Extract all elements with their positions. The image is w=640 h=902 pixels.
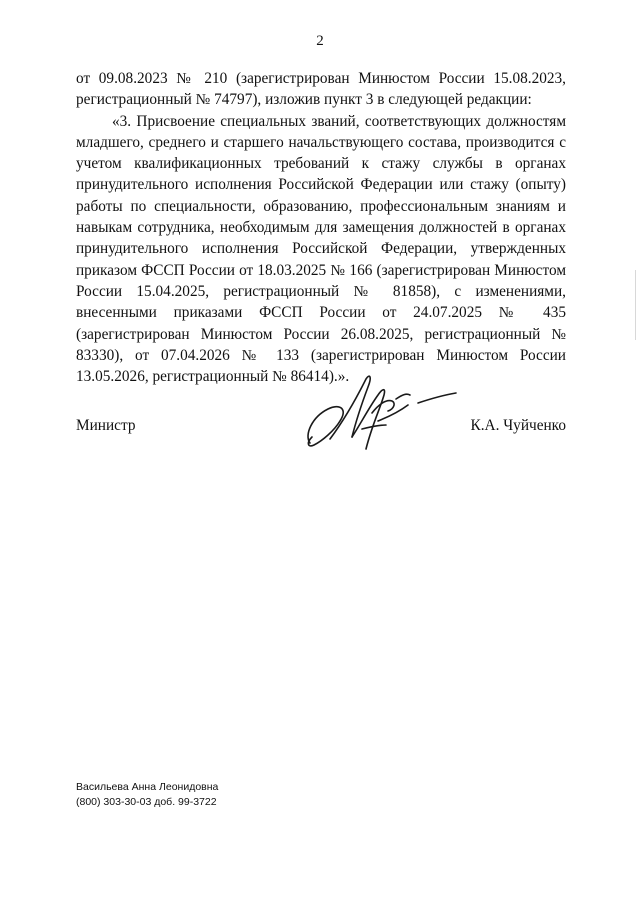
signatory-position: Министр [76,417,136,434]
body-paragraph-2: «3. Присвоение специальных званий, соответствующих должностям младшего, среднего и старшего начальствующего состава, производится с учетом квалификационных требований к стажу службы в органах принудительного исполнения Российской Федерации или стажу (опыту) работы по специальности, образованию, профессиональным знаниям и навыкам сотрудника, необходимым для замещения должностей в органах принудительного исполнения Российской Федерации, утвержденных приказом ФССП России от 18.03.2025 № 166 (зарегистрирован Минюстом России 15.04.2025, регистрационный № 81858), с изменениями, внесенными приказами ФССП России от 24.07.2025 № 435 (зарегистрирован Минюстом России 26.08.2025, регистрационный № 83330), от 07.04.2026 № 133 (зарегистрирован Минюстом России 13.05.2026, регистрационный № 86414).». [76,112,566,386]
executor-phone: (800) 303-30-03 доб. 99-3722 [76,796,217,808]
scan-edge-mark [635,270,636,340]
handwritten-signature-icon [300,365,460,460]
document-body [76,68,566,387]
page-number: 2 [316,33,324,49]
body-paragraph-1: от 09.08.2023 № 210 (зарегистрирован Минюстом России 15.08.2023, регистрационный № 74797), изложив пункт 3 в следующей редакции: [76,70,566,109]
executor-name: Васильева Анна Леонидовна [76,781,219,793]
signatory-name: К.А. Чуйченко [470,417,566,434]
executor-block [76,780,218,810]
